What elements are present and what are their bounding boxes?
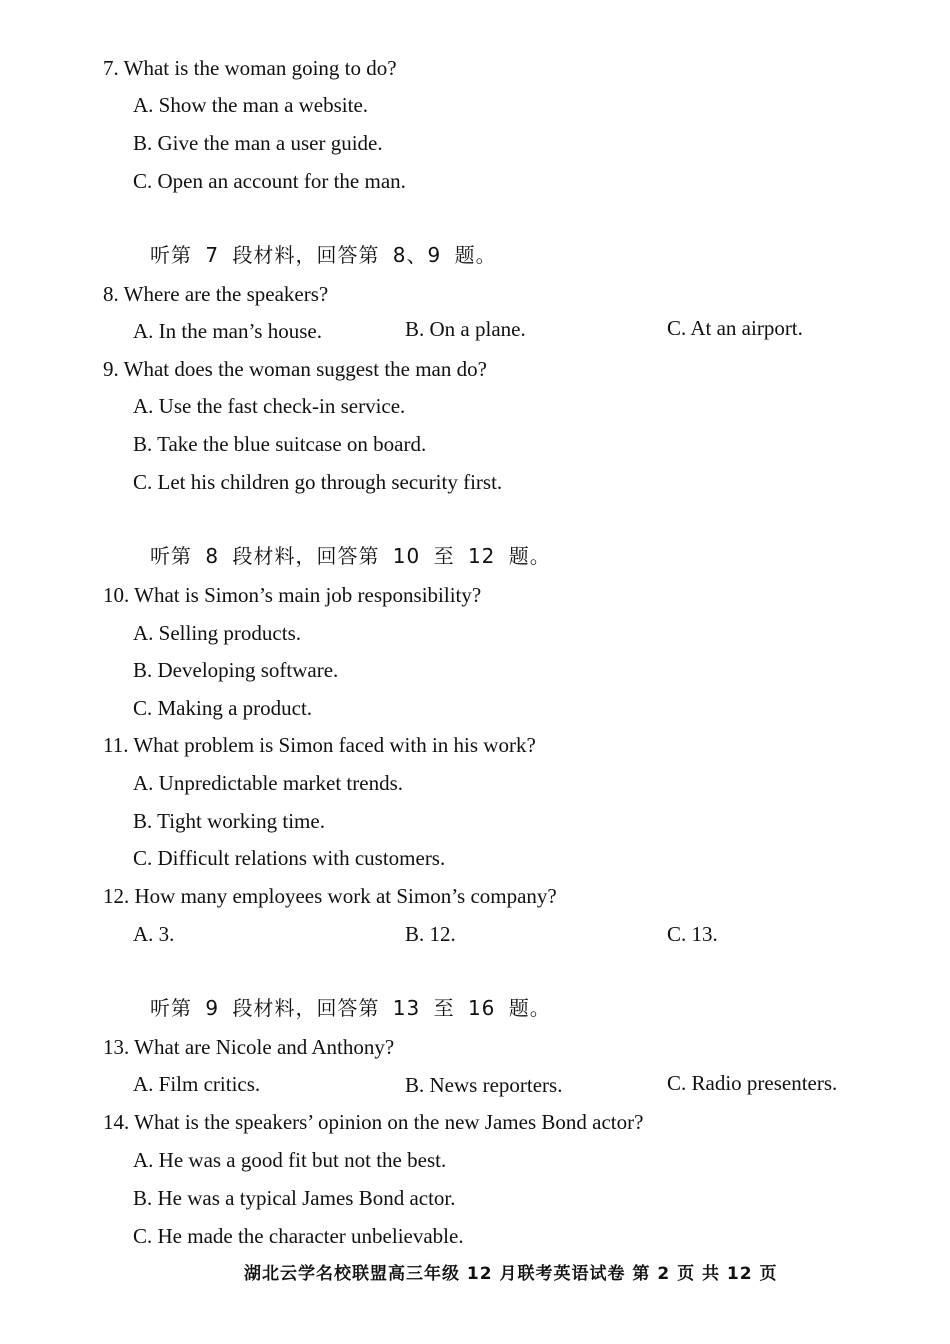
question-12-option-c: C. 13. <box>667 922 718 946</box>
section-9-instruction: 听第 9 段材料，回答第 13 至 16 题。 <box>150 996 551 1020</box>
question-8-option-b: B. On a plane. <box>405 317 526 341</box>
page-footer: 湖北云学名校联盟高三年级 12 月联考英语试卷 第 2 页 共 12 页 <box>244 1264 778 1284</box>
question-10-option-a: A. Selling products. <box>133 621 301 645</box>
question-13-option-a: A. Film critics. <box>133 1072 261 1096</box>
question-14-option-c: C. He made the character unbelievable. <box>133 1224 464 1248</box>
question-9-option-b: B. Take the blue suitcase on board. <box>133 432 427 456</box>
question-7-stem: 7. What is the woman going to do? <box>103 56 397 80</box>
question-10-stem: 10. What is Simon’s main job responsibility? <box>103 583 482 607</box>
section-7-instruction: 听第 7 段材料，回答第 8、9 题。 <box>150 243 497 267</box>
question-9-option-a: A. Use the fast check-in service. <box>133 394 406 418</box>
question-7-option-b: B. Give the man a user guide. <box>133 131 383 155</box>
question-11-option-b: B. Tight working time. <box>133 809 325 833</box>
question-11-option-c: C. Difficult relations with customers. <box>133 846 446 870</box>
question-11-stem: 11. What problem is Simon faced with in his work? <box>103 733 536 757</box>
question-13-stem: 13. What are Nicole and Anthony? <box>103 1035 395 1059</box>
question-7-option-a: A. Show the man a website. <box>133 93 369 117</box>
question-8-stem: 8. Where are the speakers? <box>103 282 329 306</box>
question-8-option-c: C. At an airport. <box>667 316 803 340</box>
question-12-stem: 12. How many employees work at Simon’s company? <box>103 884 557 908</box>
question-14-option-a: A. He was a good fit but not the best. <box>133 1148 447 1172</box>
question-9-stem: 9. What does the woman suggest the man do? <box>103 357 487 381</box>
question-12-option-b: B. 12. <box>405 922 456 946</box>
question-9-option-c: C. Let his children go through security first. <box>133 470 503 494</box>
question-13-option-b: B. News reporters. <box>405 1073 563 1097</box>
question-14-stem: 14. What is the speakers’ opinion on the new James Bond actor? <box>103 1110 644 1134</box>
question-8-option-a: A. In the man’s house. <box>133 319 322 343</box>
question-11-option-a: A. Unpredictable market trends. <box>133 771 403 795</box>
question-10-option-b: B. Developing software. <box>133 658 339 682</box>
question-13-option-c: C. Radio presenters. <box>667 1071 838 1095</box>
question-10-option-c: C. Making a product. <box>133 696 313 720</box>
question-12-option-a: A. 3. <box>133 922 175 946</box>
section-8-instruction: 听第 8 段材料，回答第 10 至 12 题。 <box>150 544 551 568</box>
question-14-option-b: B. He was a typical James Bond actor. <box>133 1186 456 1210</box>
question-7-option-c: C. Open an account for the man. <box>133 169 406 193</box>
